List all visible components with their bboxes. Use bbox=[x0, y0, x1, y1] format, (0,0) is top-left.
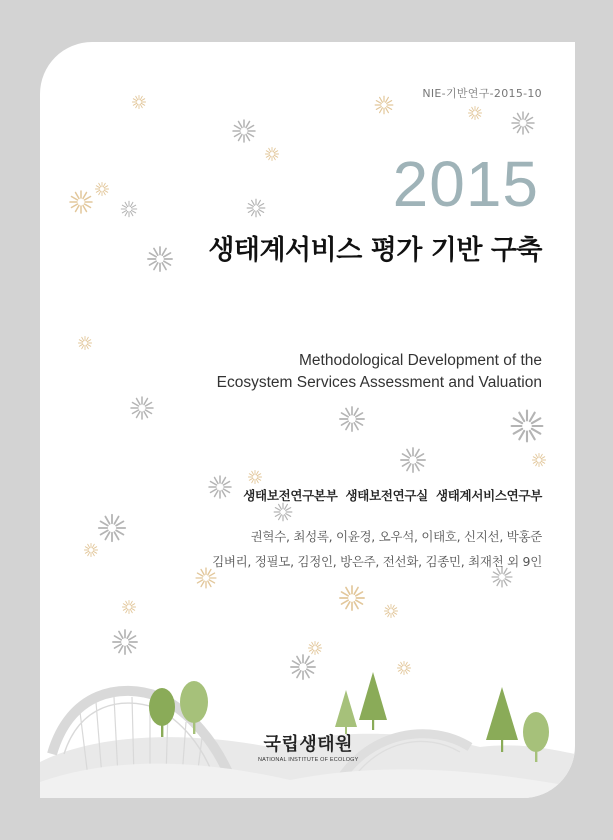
english-title bbox=[217, 350, 542, 394]
author-list bbox=[212, 524, 542, 574]
report-number: NIE-기반연구-2015-10 bbox=[422, 87, 542, 100]
department: 생태보전연구본부 생태보전연구실 생태계서비스연구부 bbox=[243, 488, 542, 503]
publication-year: 2015 bbox=[392, 148, 539, 220]
english-title-line-1: Methodological Development of the bbox=[299, 352, 542, 369]
report-cover bbox=[40, 42, 575, 798]
publisher-logo bbox=[258, 730, 359, 763]
korean-title: 생태계서비스 평가 기반 구축 bbox=[208, 235, 542, 266]
authors-line-2: 김벼리, 정필모, 김정인, 방은주, 전선화, 김종민, 최재천 외 9인 bbox=[212, 554, 542, 569]
english-title-line-2: Ecosystem Services Assessment and Valuation bbox=[216, 374, 542, 391]
publisher-name-english: NATIONAL INSTITUTE OF ECOLOGY bbox=[258, 757, 359, 763]
publisher-name-korean: 국립생태원 bbox=[263, 734, 353, 755]
authors-line-1: 권혁수, 최성록, 이윤경, 오우석, 이태호, 신지선, 박홍준 bbox=[250, 529, 542, 544]
